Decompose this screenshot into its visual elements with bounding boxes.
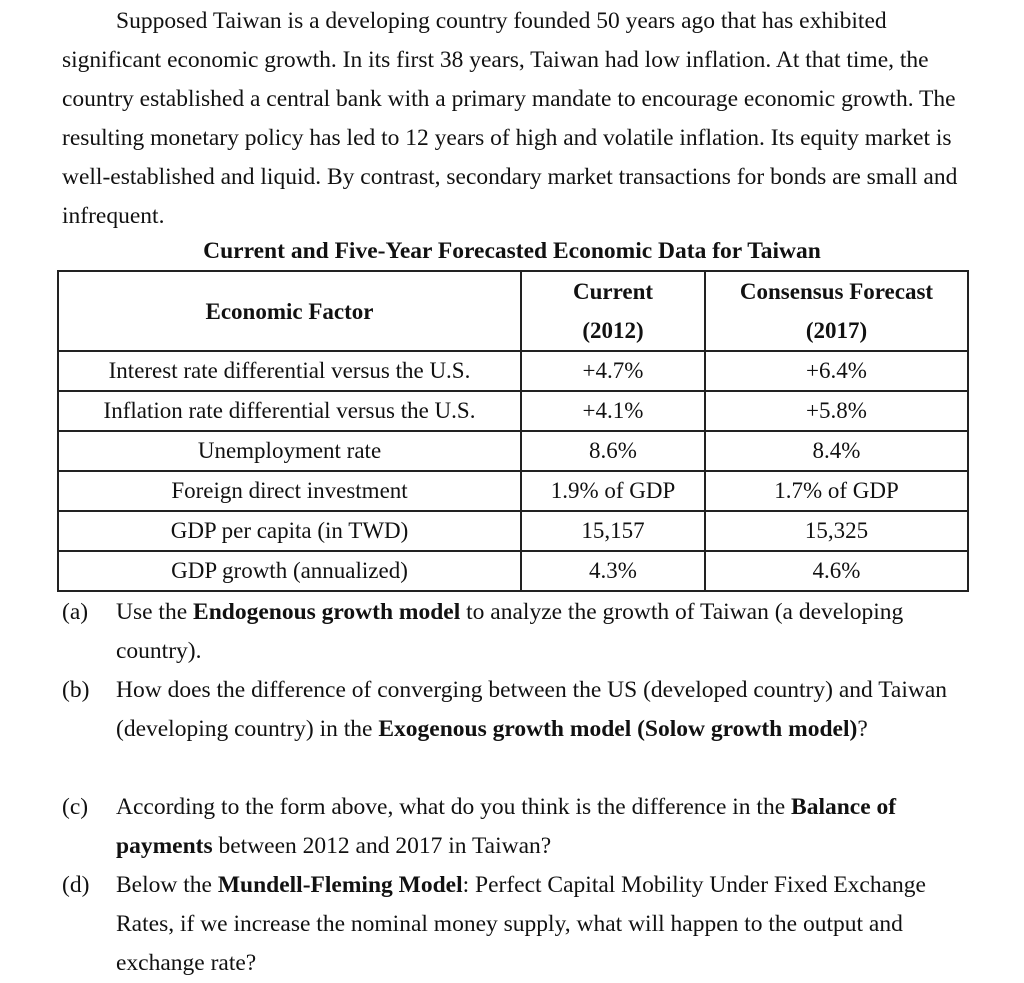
- table-header-row: [58, 271, 968, 351]
- question-d-text: [116, 866, 962, 983]
- row-forecast: +6.4%: [705, 351, 968, 391]
- row-forecast: 15,325: [705, 511, 968, 551]
- question-c-label: (c): [62, 794, 89, 820]
- table-row: [58, 391, 968, 431]
- question-b: [62, 671, 962, 749]
- header-current-label: Current: [572, 279, 654, 304]
- row-current: 8.6%: [521, 431, 705, 471]
- question-a-label: (a): [62, 599, 89, 625]
- question-b-label: (b): [62, 677, 90, 703]
- table-row: [58, 511, 968, 551]
- row-forecast: 1.7% of GDP: [705, 471, 968, 511]
- question-d-label: (d): [62, 872, 90, 898]
- row-factor: GDP per capita (in TWD): [58, 511, 521, 551]
- header-current-year: (2012): [582, 318, 644, 343]
- header-economic-factor: Economic Factor: [58, 271, 521, 351]
- row-current: +4.7%: [521, 351, 705, 391]
- question-c: [62, 788, 962, 866]
- row-factor: Unemployment rate: [58, 431, 521, 471]
- question-c-text: [116, 788, 962, 866]
- question-b-term: Exogenous growth model (Solow growth model): [378, 716, 858, 742]
- row-current: 15,157: [521, 511, 705, 551]
- question-a: [62, 593, 962, 671]
- question-d-term: Mundell-Fleming Model: [217, 872, 463, 898]
- header-forecast-year: (2017): [805, 318, 868, 343]
- header-current: [521, 271, 705, 351]
- question-c-term: Balance of payments: [116, 794, 897, 859]
- row-current: +4.1%: [521, 391, 705, 431]
- question-b-post: ?: [857, 716, 868, 742]
- question-d-pre: Below the: [116, 872, 218, 898]
- question-b-pre: How does the difference of converging between the US (developed country) and Taiwan (developing country) in the: [116, 677, 948, 742]
- row-forecast: 8.4%: [705, 431, 968, 471]
- question-c-pre: According to the form above, what do you think is the difference in the: [116, 794, 792, 820]
- row-factor: Interest rate differential versus the U.S.: [58, 351, 521, 391]
- row-factor: GDP growth (annualized): [58, 551, 521, 591]
- table-row: [58, 431, 968, 471]
- row-current: 4.3%: [521, 551, 705, 591]
- intro-paragraph: Supposed Taiwan is a developing country founded 50 years ago that has exhibited significant economic growth. In its first 38 years, Taiwan had low inflation. At that time, the country established a central bank with a primary mandate to encourage economic growth. The resulting monetary policy has led to 12 years of high and volatile inflation. Its equity market is well-established and liquid. By contrast, secondary market transactions for bonds are small and infrequent.: [62, 8, 958, 229]
- row-current: 1.9% of GDP: [521, 471, 705, 511]
- table-row: [58, 351, 968, 391]
- question-a-post: to analyze the growth of Taiwan (a developing country).: [116, 599, 904, 664]
- row-forecast: 4.6%: [705, 551, 968, 591]
- header-forecast: [705, 271, 968, 351]
- question-c-post: between 2012 and 2017 in Taiwan?: [212, 833, 552, 859]
- row-forecast: +5.8%: [705, 391, 968, 431]
- question-b-text: [116, 671, 962, 749]
- economic-data-table: [57, 270, 969, 592]
- question-a-term: Endogenous growth model: [193, 599, 461, 625]
- row-factor: Inflation rate differential versus the U.S.: [58, 391, 521, 431]
- row-factor: Foreign direct investment: [58, 471, 521, 511]
- table-title: Current and Five-Year Forecasted Economic Data for Taiwan: [203, 238, 821, 264]
- table-row: [58, 471, 968, 511]
- question-d-post: : Perfect Capital Mobility Under Fixed Exchange Rates, if we increase the nominal money supply, what will happen to the output and exchange rate?: [116, 872, 926, 976]
- question-a-pre: Use the: [116, 599, 194, 625]
- header-forecast-label: Consensus Forecast: [739, 279, 934, 304]
- question-d: [62, 866, 962, 983]
- question-a-text: [116, 593, 962, 671]
- table-row: [58, 551, 968, 591]
